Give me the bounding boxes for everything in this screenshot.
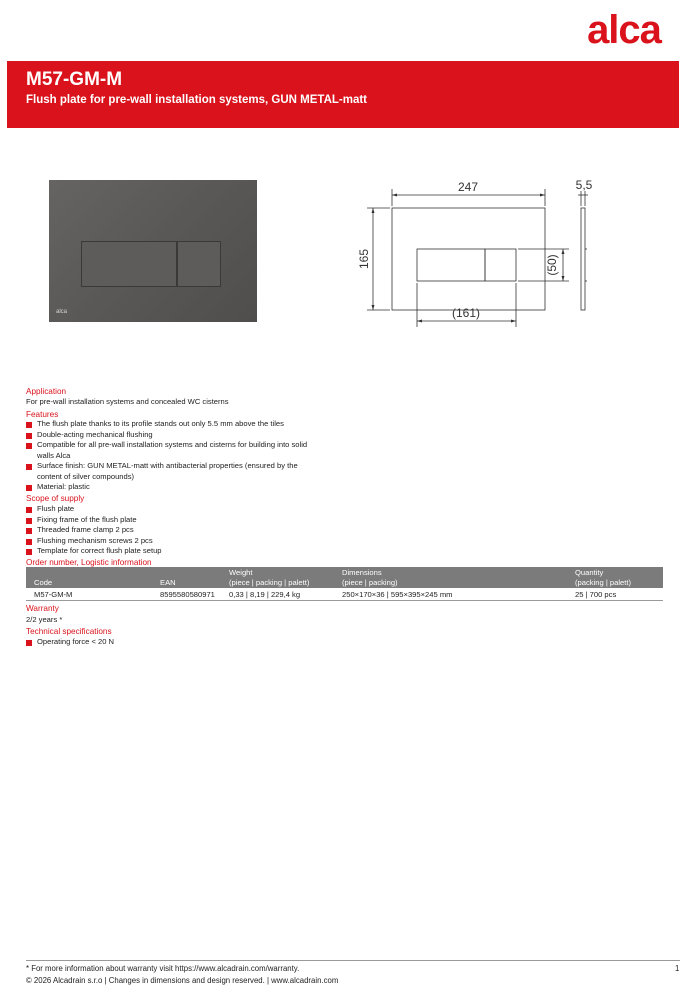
photo-logo-text: alca [56, 309, 68, 315]
feature-bullet [26, 422, 32, 428]
th-weight-sub: (piece | packing | palett) [229, 578, 310, 587]
th-weight: Weight [229, 568, 253, 577]
page-number: 1 [675, 964, 680, 973]
th-quantity: Quantity [575, 568, 604, 577]
table-row [26, 589, 663, 601]
product-subtitle: Flush plate for pre-wall installation systems, GUN METAL-matt [26, 94, 368, 106]
warranty-heading: Warranty [26, 604, 59, 613]
feature-item: The flush plate thanks to its profile stands out only 5.5 mm above the tiles [37, 419, 284, 428]
th-ean: EAN [160, 578, 176, 587]
application-heading: Application [26, 387, 67, 396]
scope-item: Template for correct flush plate setup [37, 546, 162, 555]
tech-bullet [26, 640, 32, 646]
scope-bullet [26, 518, 32, 524]
scope-bullet [26, 549, 32, 555]
footer-copyright: © 2026 Alcadrain s.r.o | Changes in dimensions and design reserved. | www.alcadrain.com [26, 976, 339, 985]
tech-item: Operating force < 20 N [37, 637, 115, 646]
product-code-title: M57-GM-M [26, 69, 123, 90]
footer-divider [26, 960, 680, 961]
feature-item: Surface finish: GUN METAL-matt with antibacterial properties (ensured by the [37, 461, 298, 470]
cell-ean: 8595580580971 [160, 590, 215, 599]
header-banner [7, 61, 679, 128]
dim-width-label: 247 [457, 180, 479, 194]
drawing-side-profile [581, 208, 585, 310]
cell-code: M57-GM-M [34, 590, 73, 599]
feature-item-continued: walls Alca [37, 451, 71, 460]
photo-flush-button-small [177, 241, 221, 287]
product-photo [49, 180, 257, 322]
feature-item-continued: content of silver compounds) [37, 472, 135, 481]
footer-warranty-note: * For more information about warranty visit https://www.alcadrain.com/warranty. [26, 964, 300, 973]
th-dimensions-sub: (piece | packing) [342, 578, 398, 587]
dim-button-height-label: (50) [545, 254, 559, 276]
tech-heading: Technical specifications [26, 627, 112, 636]
alca-logo [568, 6, 680, 52]
drawing-button-small [485, 249, 516, 281]
th-dimensions: Dimensions [342, 568, 382, 577]
scope-item: Threaded frame clamp 2 pcs [37, 525, 134, 534]
feature-bullet [26, 443, 32, 449]
feature-item: Compatible for all pre-wall installation systems and cisterns for building into solid [37, 440, 308, 449]
photo-flush-button-large [81, 241, 177, 287]
cell-weight: 0,33 | 8,19 | 229,4 kg [229, 590, 301, 599]
drawing-button-large [417, 249, 485, 281]
scope-heading: Scope of supply [26, 494, 85, 503]
th-code: Code [34, 578, 53, 587]
features-heading: Features [26, 410, 59, 419]
scope-item: Flushing mechanism screws 2 pcs [37, 536, 153, 545]
feature-bullet [26, 433, 32, 439]
dim-height-label: 165 [357, 248, 371, 270]
drawing-plate-outline [392, 208, 545, 310]
dim-depth-label: 5,5 [575, 178, 593, 192]
feature-bullet [26, 464, 32, 470]
scope-item: Fixing frame of the flush plate [37, 515, 137, 524]
order-heading: Order number, Logistic information [26, 558, 152, 567]
dim-button-width-label: (161) [451, 306, 481, 320]
feature-bullet [26, 485, 32, 491]
th-quantity-sub: (packing | palett) [575, 578, 632, 587]
order-table-header [26, 567, 663, 588]
dimension-drawing [355, 175, 595, 330]
scope-bullet [26, 528, 32, 534]
logo-text: alca [587, 8, 661, 52]
scope-item: Flush plate [37, 504, 75, 513]
warranty-text: 2/2 years * [26, 615, 63, 624]
cell-dimensions: 250×170×36 | 595×395×245 mm [342, 590, 453, 599]
application-text: For pre-wall installation systems and concealed WC cisterns [26, 397, 229, 406]
scope-bullet [26, 539, 32, 545]
scope-bullet [26, 507, 32, 513]
cell-quantity: 25 | 700 pcs [575, 590, 617, 599]
feature-item: Material: plastic [37, 482, 90, 491]
feature-item: Double-acting mechanical flushing [37, 430, 153, 439]
